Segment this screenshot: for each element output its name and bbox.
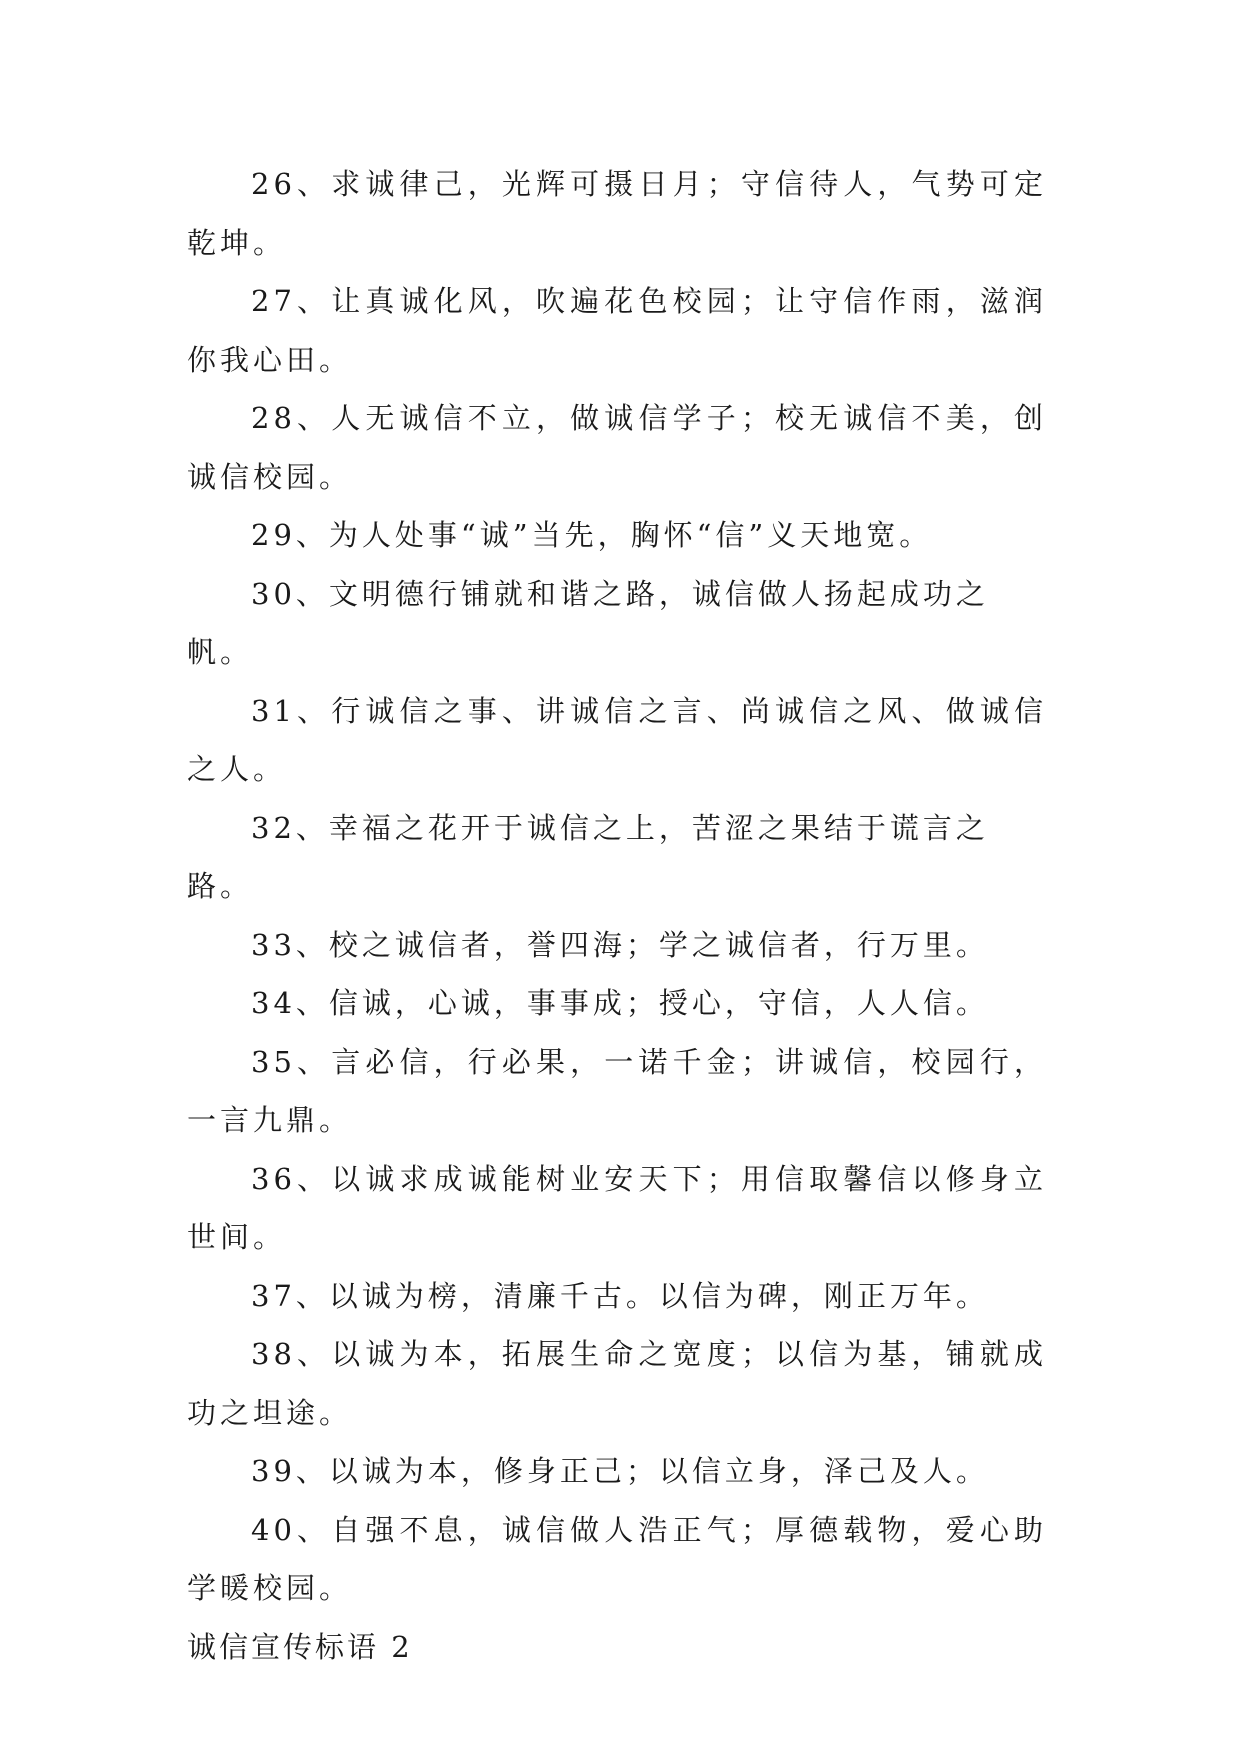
slogan-number: 37 (251, 1278, 296, 1313)
slogan-33 (187, 916, 1047, 975)
slogan-text: 以诚为本，拓展生命之宽度；以信为基，铺就成功之坦途。 (187, 1337, 1047, 1430)
slogan-separator: 、 (295, 518, 329, 552)
slogan-32 (187, 799, 1047, 916)
slogan-separator: 、 (295, 576, 329, 611)
slogan-34 (187, 974, 1047, 1033)
slogan-27 (187, 272, 1047, 389)
slogan-number: 27 (251, 284, 296, 318)
slogan-separator: 、 (295, 1454, 329, 1488)
slogan-text: 求诚律己，光辉可摄日月；守信待人，气势可定乾坤。 (187, 167, 1047, 260)
slogan-separator: 、 (295, 284, 332, 318)
slogan-text: 文明德行铺就和谐之路，诚信做人扬起成功之帆。 (187, 576, 989, 669)
section-heading: 诚信宣传标语 2 (187, 1629, 413, 1664)
slogan-separator: 、 (295, 167, 332, 201)
slogan-37 (187, 1267, 1047, 1326)
slogan-text: 信诚，心诚，事事成；授心，守信，人人信。 (328, 986, 989, 1020)
slogan-35 (187, 1033, 1047, 1150)
slogan-28 (187, 389, 1047, 506)
slogan-separator: 、 (295, 927, 329, 962)
slogan-text: 人无诚信不立，做诚信学子；校无诚信不美，创诚信校园。 (187, 401, 1047, 494)
slogan-number: 31 (251, 693, 296, 728)
slogan-26 (187, 155, 1047, 272)
slogan-text: 以诚为本，修身正己；以信立身，泽己及人。 (328, 1454, 989, 1488)
slogan-separator: 、 (295, 1337, 332, 1371)
slogan-separator: 、 (295, 810, 329, 845)
slogan-text: 让真诚化风，吹遍花色校园；让守信作雨，滋润你我心田。 (187, 284, 1047, 377)
slogan-separator: 、 (295, 401, 332, 435)
slogan-number: 34 (251, 986, 296, 1020)
slogan-number: 30 (251, 576, 296, 611)
slogan-text: 以诚为榜，清廉千古。以信为碑，刚正万年。 (328, 1278, 989, 1313)
slogan-number: 39 (251, 1454, 296, 1488)
slogan-text: 为人处事“诚”当先，胸怀“信”义天地宽。 (328, 518, 933, 552)
slogan-38 (187, 1325, 1047, 1442)
slogan-text: 行诚信之事、讲诚信之言、尚诚信之风、做诚信之人。 (187, 693, 1047, 786)
slogan-number: 36 (251, 1161, 296, 1196)
slogan-separator: 、 (295, 1044, 332, 1079)
slogan-39 (187, 1442, 1047, 1501)
slogan-number: 33 (251, 927, 296, 962)
slogan-number: 32 (251, 810, 296, 845)
slogan-separator: 、 (295, 1161, 332, 1196)
slogan-30 (187, 565, 1047, 682)
slogan-text: 言必信，行必果，一诺千金；讲诚信，校园行，一言九鼎。 (187, 1044, 1047, 1137)
slogan-number: 26 (251, 167, 296, 201)
document-body (187, 155, 1047, 1676)
slogan-number: 40 (251, 1512, 296, 1547)
slogan-text: 校之诚信者，誉四海；学之诚信者，行万里。 (328, 927, 989, 962)
slogan-separator: 、 (295, 1512, 332, 1547)
slogan-number: 28 (251, 401, 296, 435)
slogan-text: 以诚求成诚能树业安天下；用信取馨信以修身立世间。 (187, 1161, 1047, 1254)
slogan-40 (187, 1501, 1047, 1618)
slogan-number: 29 (251, 518, 296, 552)
slogan-29 (187, 506, 1047, 565)
slogan-separator: 、 (295, 1278, 329, 1313)
slogan-text: 幸福之花开于诚信之上，苦涩之果结于谎言之路。 (187, 810, 989, 903)
slogan-number: 35 (251, 1044, 296, 1079)
slogan-36 (187, 1150, 1047, 1267)
slogan-separator: 、 (295, 693, 332, 728)
slogan-text: 自强不息，诚信做人浩正气；厚德载物，爱心助学暖校园。 (187, 1512, 1047, 1605)
slogan-number: 38 (251, 1337, 296, 1371)
slogan-separator: 、 (295, 986, 329, 1020)
slogan-31 (187, 682, 1047, 799)
